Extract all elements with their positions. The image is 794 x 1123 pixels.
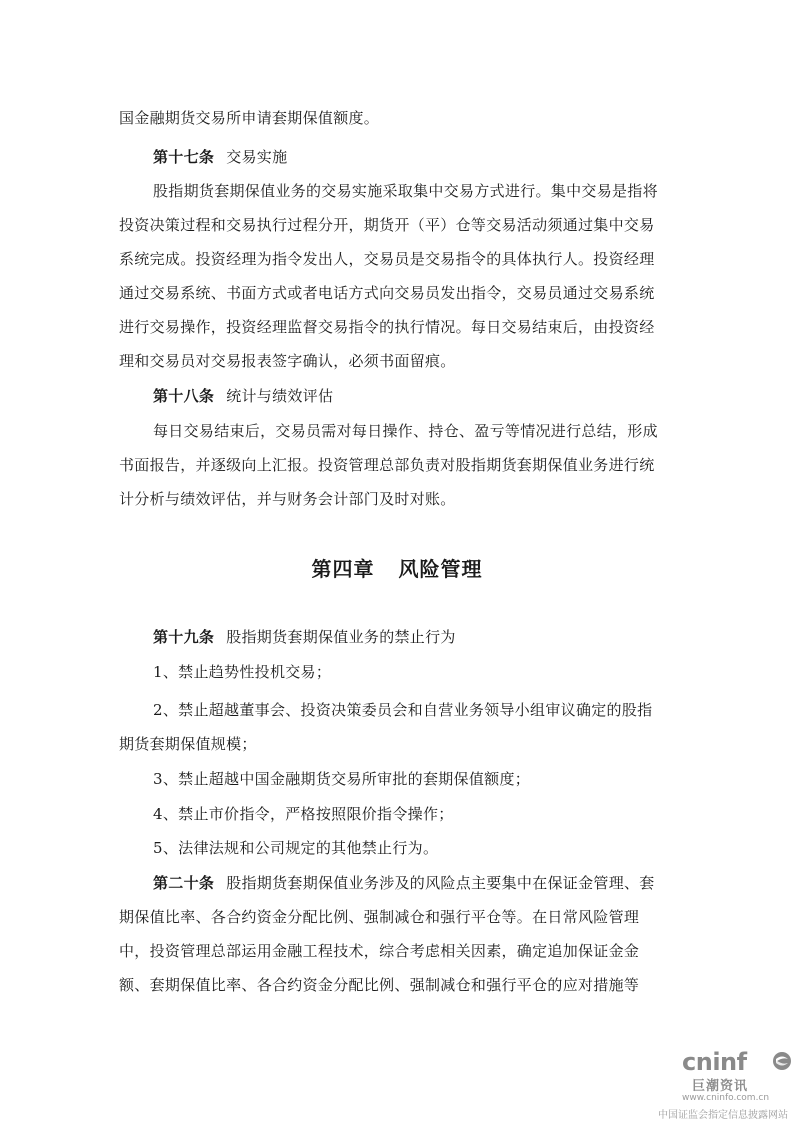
chapter-heading [0, 556, 794, 582]
cninfo-watermark [652, 1048, 794, 1123]
article-number: 第二十条 [153, 874, 215, 892]
list-item: 2、禁止超越董事会、投资决策委员会和自营业务领导小组审议确定的股指 [153, 701, 653, 719]
article-title: 交易实施 [226, 148, 288, 166]
paragraph-line: 投资决策过程和交易执行过程分开，期货开（平）仓等交易活动须通过集中交易 [119, 216, 655, 234]
list-item: 3、禁止超越中国金融期货交易所审批的套期保值额度； [153, 770, 531, 788]
list-item-continuation: 期货套期保值规模； [119, 735, 257, 753]
article-19-heading [153, 627, 723, 647]
paragraph-line: 股指期货套期保值业务的交易实施采取集中交易方式进行。集中交易是指将 [153, 182, 658, 200]
chapter-title: 风险管理 [398, 557, 483, 581]
paragraph-line: 书面报告，并逐级向上汇报。投资管理总部负责对股指期货套期保值业务进行统 [119, 456, 655, 474]
article-17-heading [153, 147, 723, 167]
list-item: 4、禁止市价指令，严格按照限价指令操作； [153, 805, 454, 823]
paragraph-line: 进行交易操作，投资经理监督交易指令的执行情况。每日交易结束后，由投资经 [119, 318, 655, 336]
paragraph-line: 每日交易结束后，交易员需对每日操作、持仓、盈亏等情况进行总结，形成 [153, 422, 658, 440]
paragraph-line: 计分析与绩效评估，并与财务会计部门及时对账。 [119, 490, 456, 508]
article-text: 股指期货套期保值业务涉及的风险点主要集中在保证金管理、套 [226, 874, 655, 892]
cninfo-site-caption: 中国证监会指定信息披露网站 [658, 1110, 788, 1121]
paragraph-line: 理和交易员对交易报表签字确认，必须书面留痕。 [119, 352, 456, 370]
article-number: 第十七条 [153, 148, 215, 166]
paragraph-line: 通过交易系统、书面方式或者电话方式向交易员发出指令，交易员通过交易系统 [119, 284, 655, 302]
paragraph-line: 额、套期保值比率、各合约资金分配比例、强制减仓和强行平仓的应对措施等 [119, 976, 640, 994]
list-item: 1、禁止趋势性投机交易； [153, 663, 332, 681]
article-number: 第十九条 [153, 628, 215, 646]
cninfo-url: www.cninfo.com.cn [682, 1093, 770, 1103]
chapter-number: 第四章 [311, 557, 375, 581]
article-18-heading [153, 386, 723, 406]
paragraph-line: 期保值比率、各合约资金分配比例、强制减仓和强行平仓等。在日常风险管理 [119, 908, 640, 926]
paragraph-line: 中，投资管理总部运用金融工程技术，综合考虑相关因素，确定追加保证金金 [119, 942, 640, 960]
list-item: 5、法律法规和公司规定的其他禁止行为。 [153, 839, 439, 857]
article-title: 统计与绩效评估 [226, 387, 334, 405]
article-20-first-line [153, 873, 723, 893]
cninfo-cn-name: 巨潮资讯 [692, 1079, 749, 1094]
article-title: 股指期货套期保值业务的禁止行为 [226, 628, 456, 646]
paragraph-line: 系统完成。投资经理为指令发出人，交易员是交易指令的具体执行人。投资经理 [119, 250, 655, 268]
cninfo-logo-text: cninf [682, 1048, 747, 1076]
cninfo-swirl-icon [772, 1051, 792, 1071]
article-number: 第十八条 [153, 387, 215, 405]
paragraph-line: 国金融期货交易所申请套期保值额度。 [119, 109, 380, 127]
